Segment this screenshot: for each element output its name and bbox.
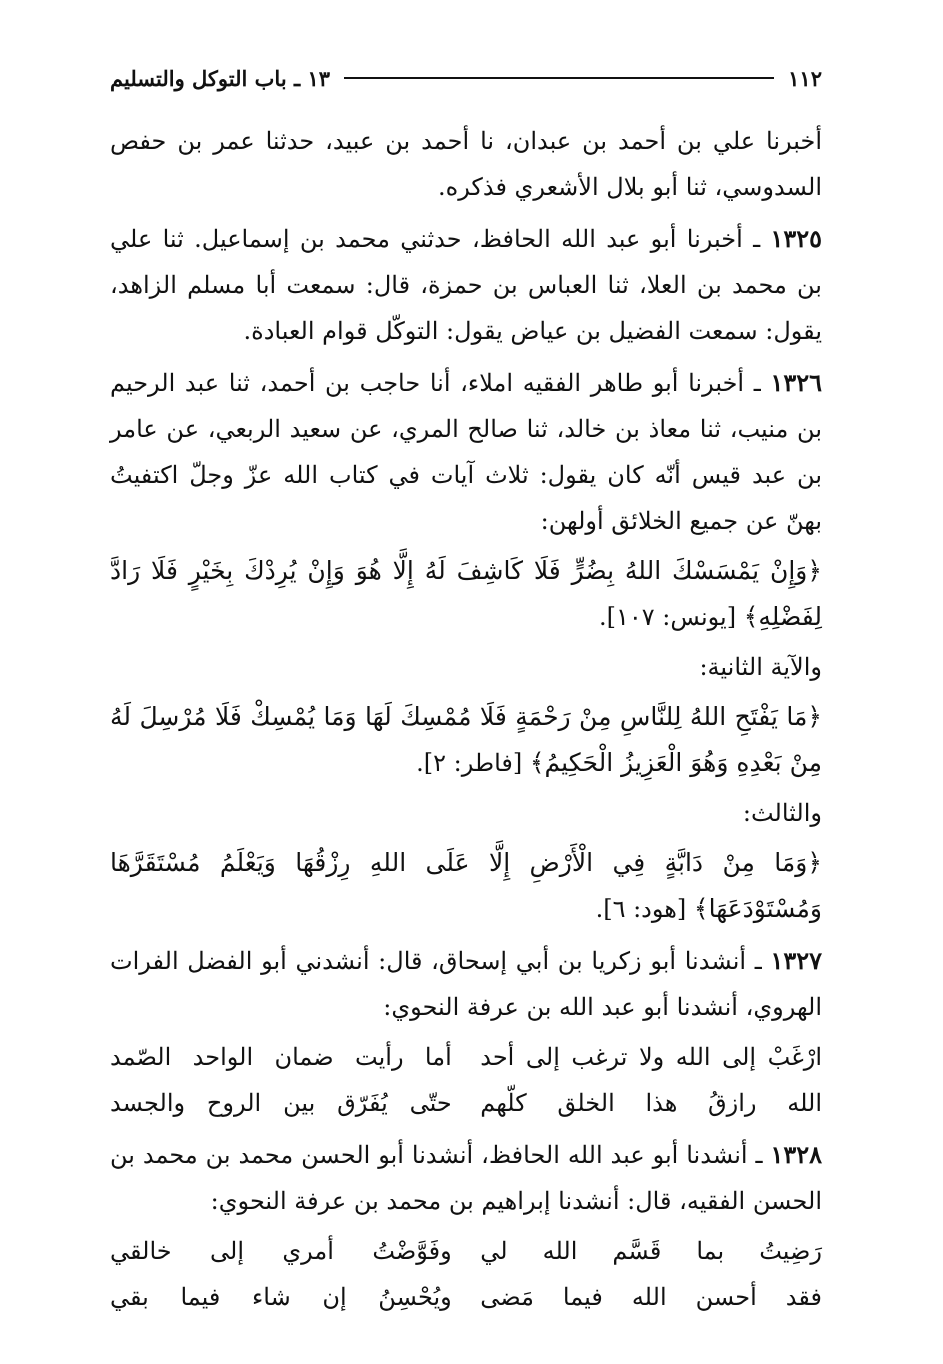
hadith-1326	[110, 360, 822, 544]
paragraph-intro-isnad: أخبرنا علي بن أحمد بن عبدان، نا أحمد بن عبيد، حدثنا عمر بن حفص السدوسي، ثنا أبو بلال الأشعري فذكره.	[110, 127, 822, 201]
poem-1	[110, 1034, 822, 1126]
quran-verse-yunus	[110, 548, 822, 640]
page-number: ١١٢	[788, 65, 822, 91]
verse-text: ﴿وَمَا مِنْ دَابَّةٍ فِي الْأَرْضِ إِلَّا عَلَى اللهِ رِزْقُهَا وَيَعْلَمُ مُسْتَقَرَّهَا وَمُسْتَوْدَعَهَا﴾	[110, 848, 822, 923]
hadith-1328	[110, 1132, 822, 1224]
poem-line	[110, 1274, 822, 1320]
hemistich-left: وفَوَّضْتُ أمري إلى خالقي	[110, 1237, 452, 1265]
hadith-text: ـ أنشدنا أبو زكريا بن أبي إسحاق، قال: أنشدني أبو الفضل الفرات الهروي، أنشدنا أبو عبد الله بن عرفة النحوي:	[110, 947, 822, 1021]
verse-reference: [هود: ٦].	[595, 895, 694, 923]
second-verse-label: والآية الثانية:	[699, 653, 822, 681]
page-body	[110, 118, 822, 1320]
hadith-number: ١٣٢٧	[770, 946, 822, 975]
hemistich-right: رَضِيتُ بما قَسَّم الله لي	[480, 1237, 822, 1265]
hemistich-right: فقد أحسن الله فيما مَضى	[480, 1283, 822, 1311]
quran-verse-hud	[110, 840, 822, 932]
hemistich-left: ويُحْسِنُ إن شاء فيما بقي	[110, 1283, 452, 1311]
hadith-number: ١٣٢٥	[770, 224, 822, 253]
verse-text: ﴿وَإِنْ يَمْسَسْكَ اللهُ بِضُرٍّ فَلَا كَاشِفَ لَهُ إِلَّا هُوَ وَإِنْ يُرِدْكَ بِخَيْرٍ فَلَا رَادَّ لِفَضْلِهِ﴾	[110, 556, 822, 631]
quran-verse-fatir	[110, 694, 822, 786]
poem-line	[110, 1080, 822, 1126]
hadith-number: ١٣٢٦	[770, 368, 822, 397]
hadith-text: ـ أنشدنا أبو عبد الله الحافظ، أنشدنا أبو الحسن محمد بن محمد بن الحسن الفقيه، قال: أنشدنا إبراهيم بن محمد بن عرفة النحوي:	[110, 1141, 822, 1215]
header-rule	[344, 77, 774, 79]
hemistich-right: ارْغَبْ إلى الله ولا ترغب إلى أحد	[480, 1043, 822, 1071]
hadith-number: ١٣٢٨	[770, 1140, 822, 1169]
hadith-1325	[110, 216, 822, 354]
chapter-title: ١٣ ـ باب التوكل والتسليم	[110, 65, 331, 91]
verse-reference: [فاطر: ٢].	[416, 749, 530, 777]
hadith-text: ـ أخبرنا أبو عبد الله الحافظ، حدثني محمد بن إسماعيل. ثنا علي بن محمد بن العلا، ثنا العباس بن حمزة، قال: سمعت أبا مسلم الزاهد، يقول: سمعت الفضيل بن عياض يقول: التوكّل قوام العبادة.	[110, 225, 822, 345]
page-header	[110, 58, 822, 98]
verse-reference: [يونس: ١٠٧].	[598, 603, 744, 631]
hemistich-right: الله رازقُ هذا الخلق كلّهم	[480, 1089, 822, 1117]
poem-2	[110, 1228, 822, 1320]
hemistich-left: أما رأيت ضمان الواحد الصّمد	[110, 1043, 452, 1071]
verse-text: ﴿مَا يَفْتَحِ اللهُ لِلنَّاسِ مِنْ رَحْمَةٍ فَلَا مُمْسِكَ لَهَا وَمَا يُمْسِكْ فَلَا مُرْسِلَ لَهُ مِنْ بَعْدِهِ وَهُوَ الْعَزِيزُ الْحَكِيمُ﴾	[110, 702, 822, 777]
hemistich-left: حتّى يُفَرّق بين الروح والجسد	[110, 1089, 452, 1117]
poem-line	[110, 1034, 822, 1080]
hadith-1327	[110, 938, 822, 1030]
poem-line	[110, 1228, 822, 1274]
third-verse-label: والثالث:	[742, 799, 822, 827]
hadith-text: ـ أخبرنا أبو طاهر الفقيه املاء، أنا حاجب بن أحمد، ثنا عبد الرحيم بن منيب، ثنا معاذ بن خالد، ثنا صالح المري، عن سعيد الربعي، عن عامر بن عبد قيس أنّه كان يقول: ثلاث آيات في كتاب الله عزّ وجلّ اكتفيتُ بهنّ عن جميع الخلائق أولهن:	[110, 369, 822, 535]
